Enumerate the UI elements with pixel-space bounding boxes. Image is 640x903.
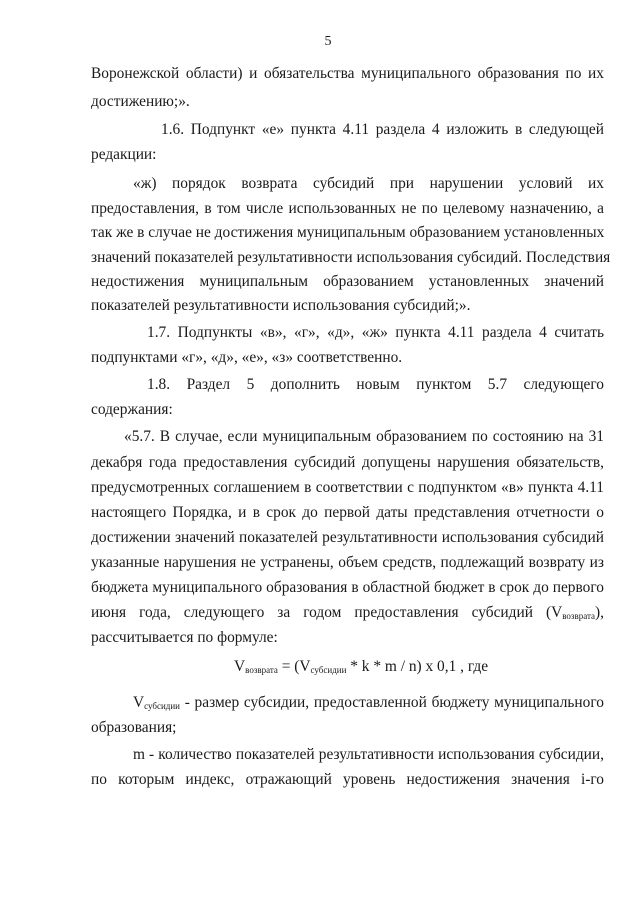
text-line: «ж) порядок возврата субсидий при нарушении условий их: [133, 175, 604, 192]
text-line: достижении значений показателей результативности использования субсидий: [91, 529, 604, 546]
text-line: достижению;».: [91, 93, 190, 110]
text-line: 1.6. Подпункт «е» пункта 4.11 раздела 4 изложить в следующей: [161, 121, 604, 138]
text-line: так же в случае не достижения муниципальным образованием установленных: [91, 224, 605, 241]
text-line: декабря года предоставления субсидий допущены нарушения обязательств,: [91, 454, 604, 471]
text-line: 1.7. Подпункты «в», «г», «д», «ж» пункта 4.11 раздела 4 считать: [147, 324, 604, 341]
text-line: образования;: [91, 719, 177, 736]
text-line: июня года, следующего за годом предоставления субсидий $(V_{возврата})$,: [91, 604, 604, 621]
page-number: 5: [324, 34, 332, 49]
text-line: 1.8. Раздел 5 дополнить новым пунктом 5.7 следующего: [147, 376, 604, 393]
text-line: значений показателей результативности использования субсидий. Последствия: [91, 249, 611, 266]
text-line: бюджета муниципального образования в областной бюджет в срок до первого: [91, 579, 604, 596]
text-line: m - количество показателей результативности использования субсидии,: [133, 746, 604, 763]
text-line: редакции:: [91, 146, 157, 163]
text-line: предусмотренных соглашением в соответствии с подпунктом «в» пункта 4.11: [91, 479, 604, 496]
text-line: подпунктами «г», «д», «е», «з» соответственно.: [91, 349, 403, 366]
formula: $V_{возврата} = (V_{субсидии} * k * m / n)$ x 0,1 , где: [234, 658, 489, 675]
text-line: показателей результативности использования субсидий;».: [91, 297, 471, 314]
text-line: по которым индекс, отражающий уровень недостижения значения i-го: [91, 771, 604, 788]
text-line: настоящего Порядка, и в срок до первой даты представления отчетности о: [91, 504, 604, 521]
text-line: указанные нарушения не устранены, объем средств, подлежащий возврату из: [91, 554, 604, 571]
subscript: возврата: [562, 611, 596, 621]
text-line: рассчитывается по формуле:: [91, 629, 278, 646]
subscript: субсидии: [144, 701, 180, 711]
text-line: $V_{субсидии}$ - размер субсидии, предоставленной бюджету муниципального: [133, 694, 604, 711]
text-line: предоставления, в том числе использованных не по целевому назначению, а: [91, 200, 604, 217]
text-line: содержания:: [91, 401, 173, 418]
text-line: «5.7. В случае, если муниципальным образованием по состоянию на 31: [124, 428, 604, 445]
text-line: недостижения муниципальным образованием установленных значений: [91, 273, 604, 290]
text-line: Воронежской области) и обязательства муниципального образования по их: [91, 65, 604, 82]
